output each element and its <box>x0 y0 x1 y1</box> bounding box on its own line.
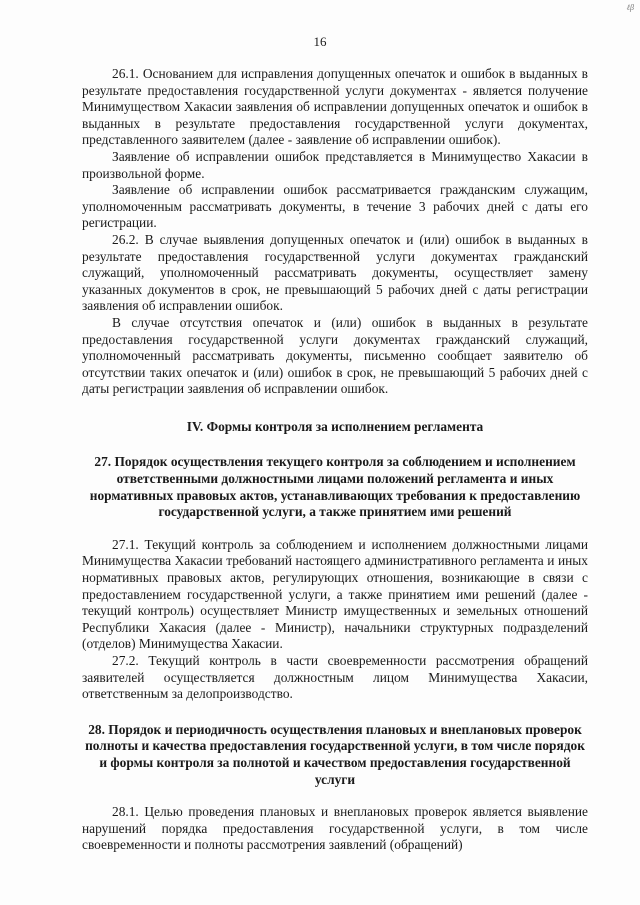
paragraph-26-1: 26.1. Основанием для исправления допущенных опечаток и ошибок в выданных в результате предоставления государственной услуги документах - является получение Минимуществом Хакасии заявления об исправлении допущенных опечаток и ошибок в выданных в результате предоставления государственной услуги документах, представленного заявителем (далее - заявление об исправлении ошибок). <box>82 66 588 148</box>
paragraph-27-2: 27.2. Текущий контроль в части своевременности рассмотрения обращений заявителей осуществляется должностным лицом Минимущества Хакасии, ответственным за делопроизводство. <box>82 653 588 702</box>
heading-28: 28. Порядок и периодичность осуществления плановых и внеплановых проверок полноты и качества предоставления государственной услуги, в том числе порядок и формы контроля за полнотой и качеством предоставления государственной услуги <box>85 721 585 787</box>
paragraph-28-1: 28.1. Целью проведения плановых и внеплановых проверок является выявление нарушений порядка предоставления государственной услуги, в том числе своевременности и полноты рассмотрения заявлений (обращений) <box>82 804 588 853</box>
paragraph-27-1: 27.1. Текущий контроль за соблюдением и исполнением должностными лицами Минимущества Хакасии требований настоящего административного регламента и иных нормативных правовых актов, регулирующих отношения, возникающие в связи с предоставлением государственной услуги, а также принятием ими решений (далее - текущий контроль) осуществляет Министр имущественных и земельных отношений Республики Хакасия (далее - Министр), начальники структурных подразделений (отделов) Минимущества Хакасии. <box>82 536 588 652</box>
corner-handwritten-mark: ℓβ <box>626 3 634 12</box>
page-number: 16 <box>313 34 327 49</box>
paragraph-absence: В случае отсутствия опечаток и (или) ошибок в выданных в результате предоставления государственной услуги документах гражданский служащий, уполномоченный рассматривать документы, письменно сообщает заявителю об отсутствии таких опечаток и (или) ошибок в срок, не превышающий 5 рабочих дней с даты регистрации заявления об исправлении ошибок. <box>82 314 588 397</box>
paragraph-26-2: 26.2. В случае выявления допущенных опечаток и (или) ошибок в выданных в результате предоставления государственной услуги документах гражданский служащий, уполномоченный рассматривать документы, осуществляет замену указанных документов в срок, не превышающий 5 рабочих дней с даты регистрации заявления об исправлении ошибок. <box>82 231 588 314</box>
heading-27: 27. Порядок осуществления текущего контроля за соблюдением и исполнением ответственными должностными лицами положений регламента и иных нормативных правовых актов, устанавливающих требования к предоставлению государственной услуги, а также принятием ими решений <box>89 454 581 520</box>
paragraph-form: Заявление об исправлении ошибок представляется в Минимущество Хакасии в произвольной форме. <box>82 148 588 181</box>
document-body <box>82 66 588 854</box>
paragraph-review: Заявление об исправлении ошибок рассматривается гражданским служащим, уполномоченным рассматривать документы, в течение 3 рабочих дней с даты его регистрации. <box>82 182 588 231</box>
section-iv-heading: IV. Формы контроля за исполнением регламента <box>186 418 484 434</box>
